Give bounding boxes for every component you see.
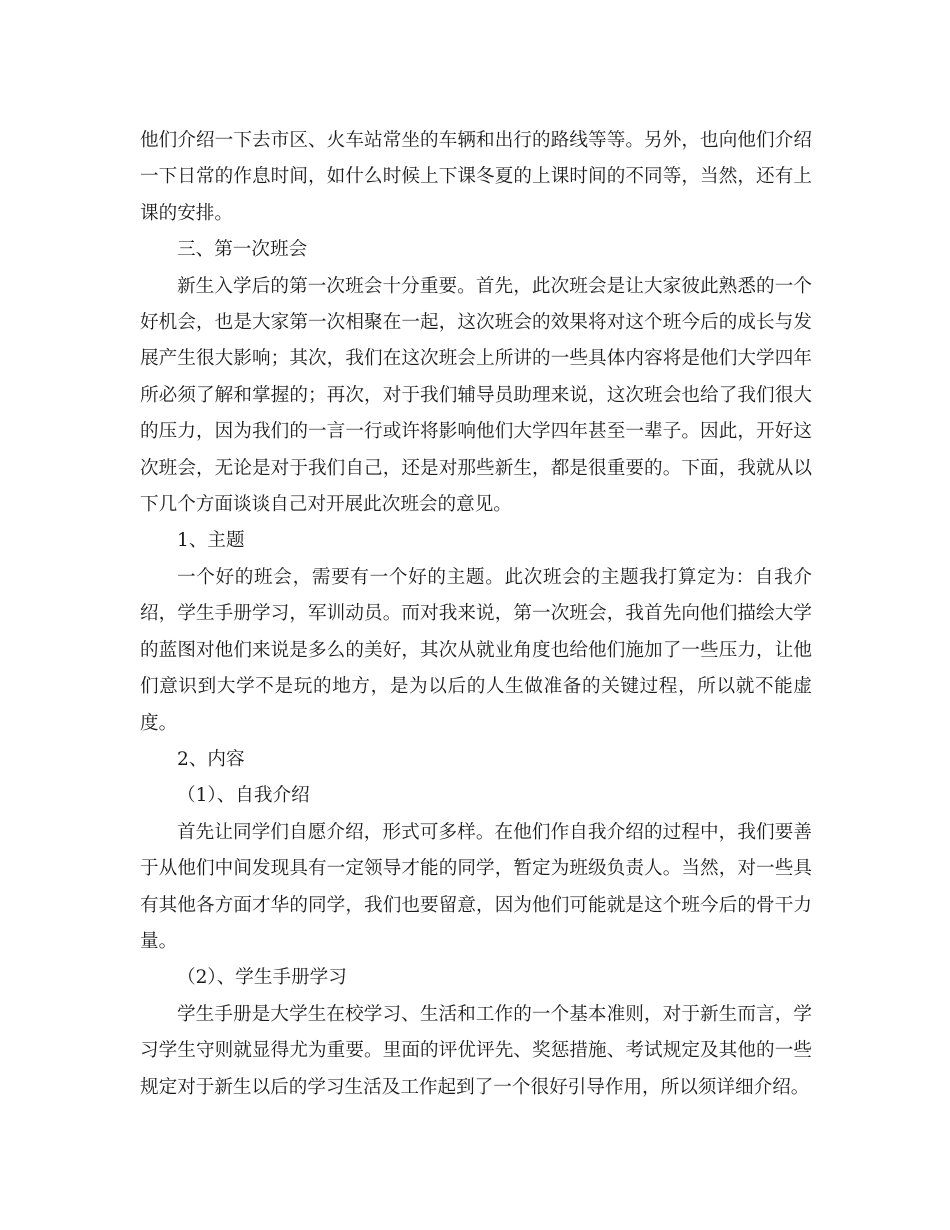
paragraph-continued: 他们介绍一下去市区、火车站常坐的车辆和出行的路线等等。另外，也向他们介绍一下日常的作息时间，如什么时候上下课冬夏的上课时间的不同等，当然，还有上课的安排。 <box>140 130 812 224</box>
subsection-heading-self-introduction: （1）、自我介绍 <box>177 785 310 807</box>
subsection-heading-student-handbook: （2）、学生手册学习 <box>177 967 347 989</box>
section-heading-theme: 1、主题 <box>177 530 245 552</box>
paragraph-theme: 一个好的班会，需要有一个好的主题。此次班会的主题我打算定为：自我介绍，学生手册学习，军训动员。而对我来说，第一次班会，我首先向他们描绘大学的蓝图对他们来说是多么的美好，其次从就业角度也给他们施加了一些压力，让他们意识到大学不是玩的地方，是为以后的人生做准备的关键过程，所以就不能虚度。 <box>140 566 812 734</box>
paragraph-class-meeting-importance: 新生入学后的第一次班会十分重要。首先，此次班会是让大家彼此熟悉的一个好机会，也是大家第一次相聚在一起，这次班会的效果将对这个班今后的成长与发展产生很大影响；其次，我们在这次班会上所讲的一些具体内容将是他们大学四年所必须了解和掌握的；再次，对于我们辅导员助理来说，这次班会也给了我们很大的压力，因为我们的一言一行或许将影响他们大学四年甚至一辈子。因此，开好这次班会，无论是对于我们自己，还是对那些新生，都是很重要的。下面，我就从以下几个方面谈谈自己对开展此次班会的意见。 <box>140 275 812 516</box>
section-heading-content: 2、内容 <box>177 748 245 770</box>
paragraph-student-handbook: 学生手册是大学生在校学习、生活和工作的一个基本准则，对于新生而言，学习学生守则就显得尤为重要。里面的评优评先、奖惩措施、考试规定及其他的一些规定对于新生以后的学习生活及工作起到了一个很好引导作用，所以须详细介绍。 <box>140 1003 812 1098</box>
document-body <box>140 123 812 1106</box>
paragraph-self-introduction: 首先让同学们自愿介绍，形式可多样。在他们作自我介绍的过程中，我们要善于从他们中间发现具有一定领导才能的同学，暂定为班级负责人。当然，对一些具有其他各方面才华的同学，我们也要留意，因为他们可能就是这个班今后的骨干力量。 <box>140 821 812 952</box>
section-heading-first-class-meeting: 三、第一次班会 <box>177 239 308 261</box>
